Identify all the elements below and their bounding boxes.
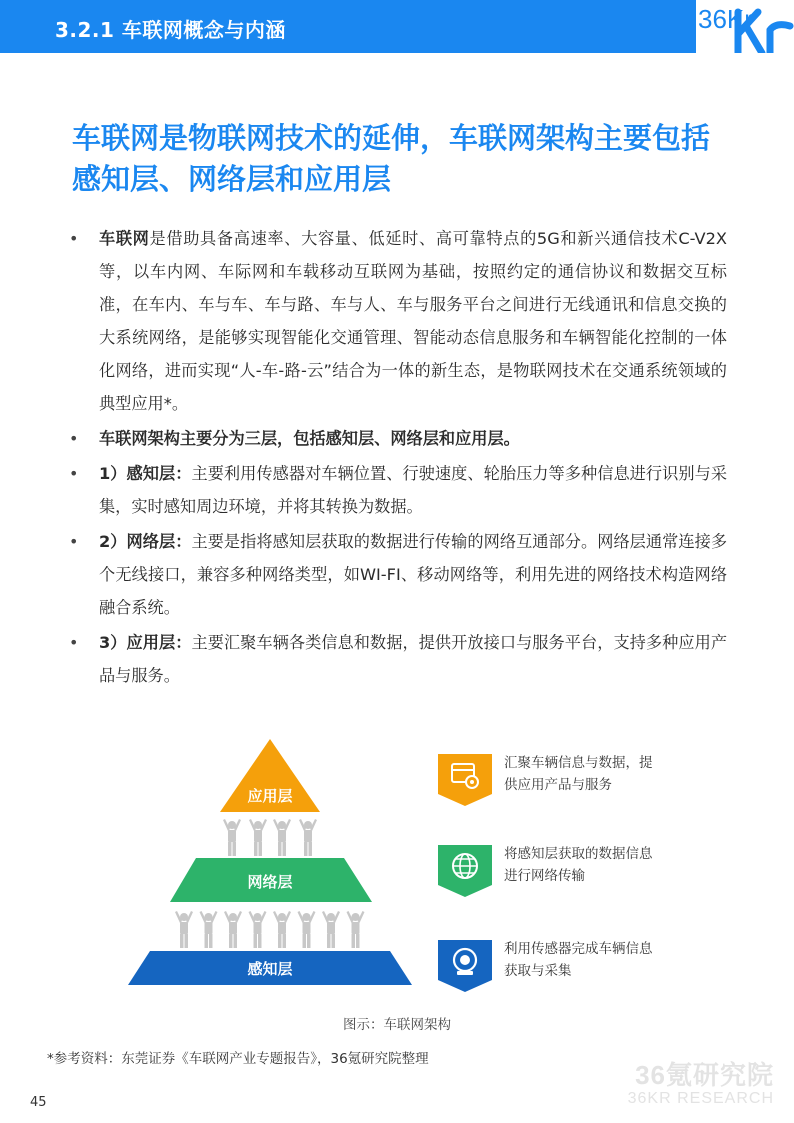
page-number: 45 [30, 1095, 47, 1110]
supporting-figure-icon [298, 911, 316, 948]
supporting-figure-icon [223, 819, 241, 856]
architecture-pyramid [120, 735, 430, 995]
logo-text: 36Kr [698, 4, 753, 34]
watermark-main: 36氪研究院 [635, 1060, 774, 1090]
tier-label-perception: 感知层 [247, 960, 293, 978]
icon-badge [438, 940, 492, 992]
bullet-item [67, 626, 727, 692]
bullet-bold: 1）感知层： [99, 464, 192, 483]
supporting-figure-icon [249, 819, 267, 856]
supporting-figure-icon [273, 819, 291, 856]
bullet-bold: 车联网 [99, 229, 150, 248]
supporting-figure-icon [224, 911, 242, 948]
bullet-item [67, 457, 727, 523]
figure-caption: 图示：车联网架构 [343, 1017, 451, 1033]
supporting-figures-bottom [175, 911, 365, 948]
bullet-bold: 2）网络层： [99, 532, 192, 551]
headline: 车联网是物联网技术的延伸，车联网架构主要包括感知层、网络层和应用层 [72, 121, 711, 196]
supporting-figure-icon [249, 911, 267, 948]
watermark [628, 1055, 774, 1108]
globe-icon [436, 843, 494, 899]
brand-logo [696, 0, 794, 53]
bullet-text: 主要汇聚车辆各类信息和数据，提供开放接口与服务平台，支持多种应用产品与服务。 [99, 633, 728, 685]
bullet-list [67, 222, 727, 694]
bullet-dot: • [69, 532, 79, 551]
icon-badge [438, 754, 492, 806]
bullet-text: 是借助具备高速率、大容量、低延时、高可靠特点的5G和新兴通信技术C-V2X等，以车内网、车际网和车载移动互联网为基础，按照约定的通信协议和数据交互标准，在车内、车与车、车与路、车与人、车与服务平台之间进行无线通讯和信息交换的大系统网络，是能够实现智能化交通管理、智能动态信息服务和车辆智能化控制的一体化网络，进而实现“人-车-路-云”结合为一体的新生态，是物联网技术在交通系统领域的典型应用*。 [99, 229, 727, 413]
bullet-item [67, 222, 727, 420]
desc-line: 利用传感器完成车辆信息 [504, 941, 653, 957]
app-platform-icon [436, 752, 494, 808]
desc-text [504, 752, 734, 796]
desc-network [436, 843, 736, 903]
supporting-figure-icon [175, 911, 193, 948]
bullet-dot: • [69, 633, 79, 652]
camera-sensor-icon [436, 938, 494, 994]
bullet-bold: 车联网架构主要分为三层，包括感知层、网络层和应用层。 [99, 429, 520, 448]
desc-line: 汇聚车辆信息与数据，提 [504, 755, 653, 771]
desc-application [436, 752, 736, 812]
bullet-dot: • [69, 429, 79, 448]
bullet-item [67, 525, 727, 624]
bullet-text: 主要是指将感知层获取的数据进行传输的网络互通部分。网络层通常连接多个无线接口，兼容多种网络类型，如WI-FI、移动网络等，利用先进的网络技术构造网络融合系统。 [99, 532, 728, 617]
bullet-text: 主要利用传感器对车辆位置、行驶速度、轮胎压力等多种信息进行识别与采集，实时感知周边环境，并将其转换为数据。 [99, 464, 728, 516]
desc-line: 进行网络传输 [504, 868, 585, 884]
supporting-figure-icon [299, 819, 317, 856]
source-note: *参考资料：东莞证券《车联网产业专题报告》，36氪研究院整理 [47, 1051, 429, 1067]
desc-text [504, 938, 734, 982]
desc-text [504, 843, 734, 887]
supporting-figures-top [223, 819, 317, 856]
bullet-item [67, 422, 727, 455]
desc-line: 供应用产品与服务 [504, 777, 612, 793]
supporting-figure-icon [273, 911, 291, 948]
icon-badge [438, 845, 492, 897]
bullet-bold: 3）应用层： [99, 633, 192, 652]
supporting-figure-icon [200, 911, 218, 948]
tier-label-application: 应用层 [247, 787, 293, 805]
tier-label-network: 网络层 [247, 873, 293, 891]
section-title: 3.2.1 车联网概念与内涵 [55, 18, 286, 42]
watermark-sub: 36KR RESEARCH [627, 1090, 774, 1107]
bullet-dot: • [69, 464, 79, 483]
supporting-figure-icon [347, 911, 365, 948]
desc-line: 获取与采集 [504, 963, 572, 979]
bullet-dot: • [69, 229, 79, 248]
desc-line: 将感知层获取的数据信息 [504, 846, 653, 862]
supporting-figure-icon [322, 911, 340, 948]
desc-perception [436, 938, 736, 998]
